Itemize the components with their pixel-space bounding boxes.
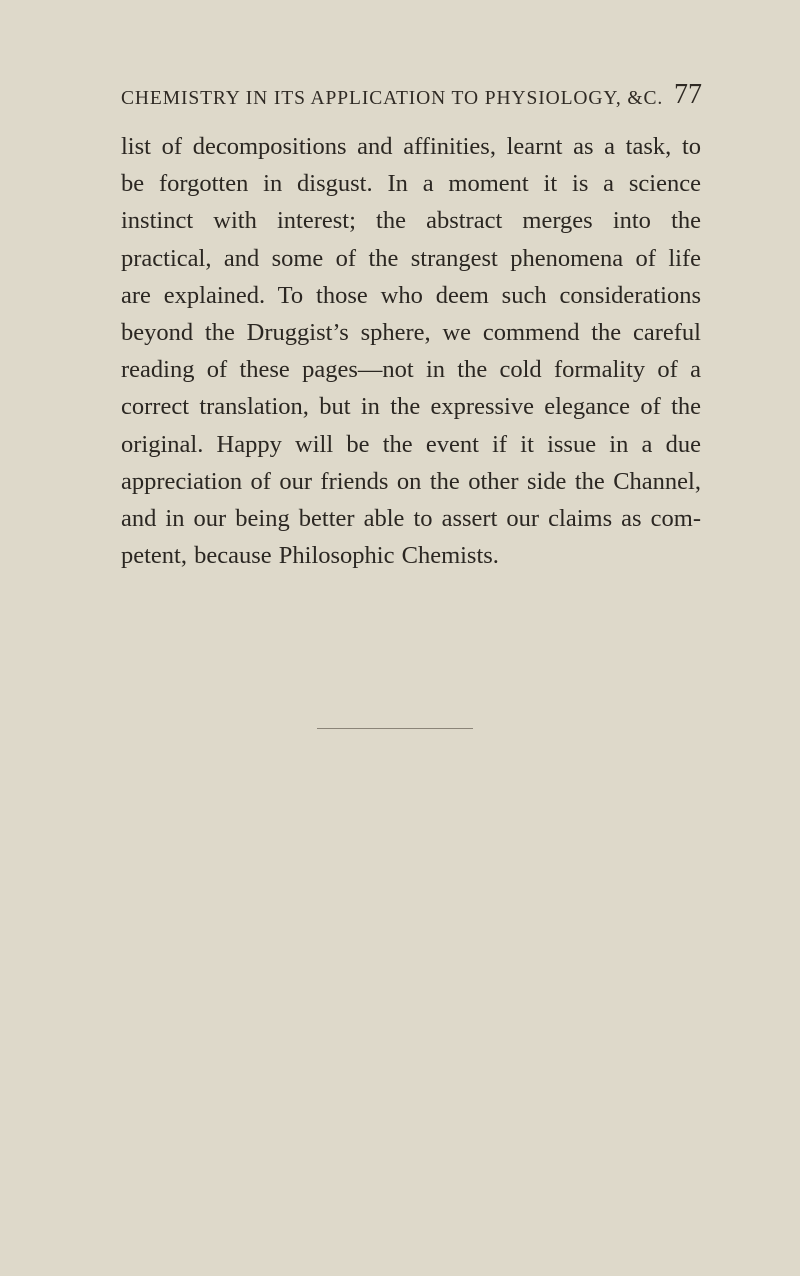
text-line: correct translation, but in the expressive elegance of the: [121, 393, 701, 421]
text-line: reading of these pages—not in the cold formality of a: [121, 356, 701, 384]
text-line: be forgotten in disgust. In a moment it is a science: [121, 170, 701, 198]
body-paragraph: [121, 128, 701, 574]
text-line: practical, and some of the strangest phenomena of life: [121, 244, 701, 272]
text-line: petent, because Philosophic Chemists.: [121, 542, 499, 570]
text-line: and in our being better able to assert our claims as com-: [121, 504, 701, 532]
text-line: are explained. To those who deem such considerations: [121, 281, 701, 309]
page-number: 77: [674, 79, 702, 110]
running-title: CHEMISTRY IN ITS APPLICATION TO PHYSIOLOGY, &C.: [121, 88, 664, 109]
text-line: instinct with interest; the abstract merges into the: [121, 207, 701, 235]
text-line: appreciation of our friends on the other side the Channel,: [121, 467, 701, 495]
text-line: beyond the Druggist’s sphere, we commend the careful: [121, 318, 701, 346]
text-line: original. Happy will be the event if it issue in a due: [121, 430, 701, 458]
text-line: list of decompositions and affinities, learnt as a task, to: [121, 133, 701, 160]
section-divider: [317, 728, 473, 729]
running-head: [121, 79, 721, 122]
